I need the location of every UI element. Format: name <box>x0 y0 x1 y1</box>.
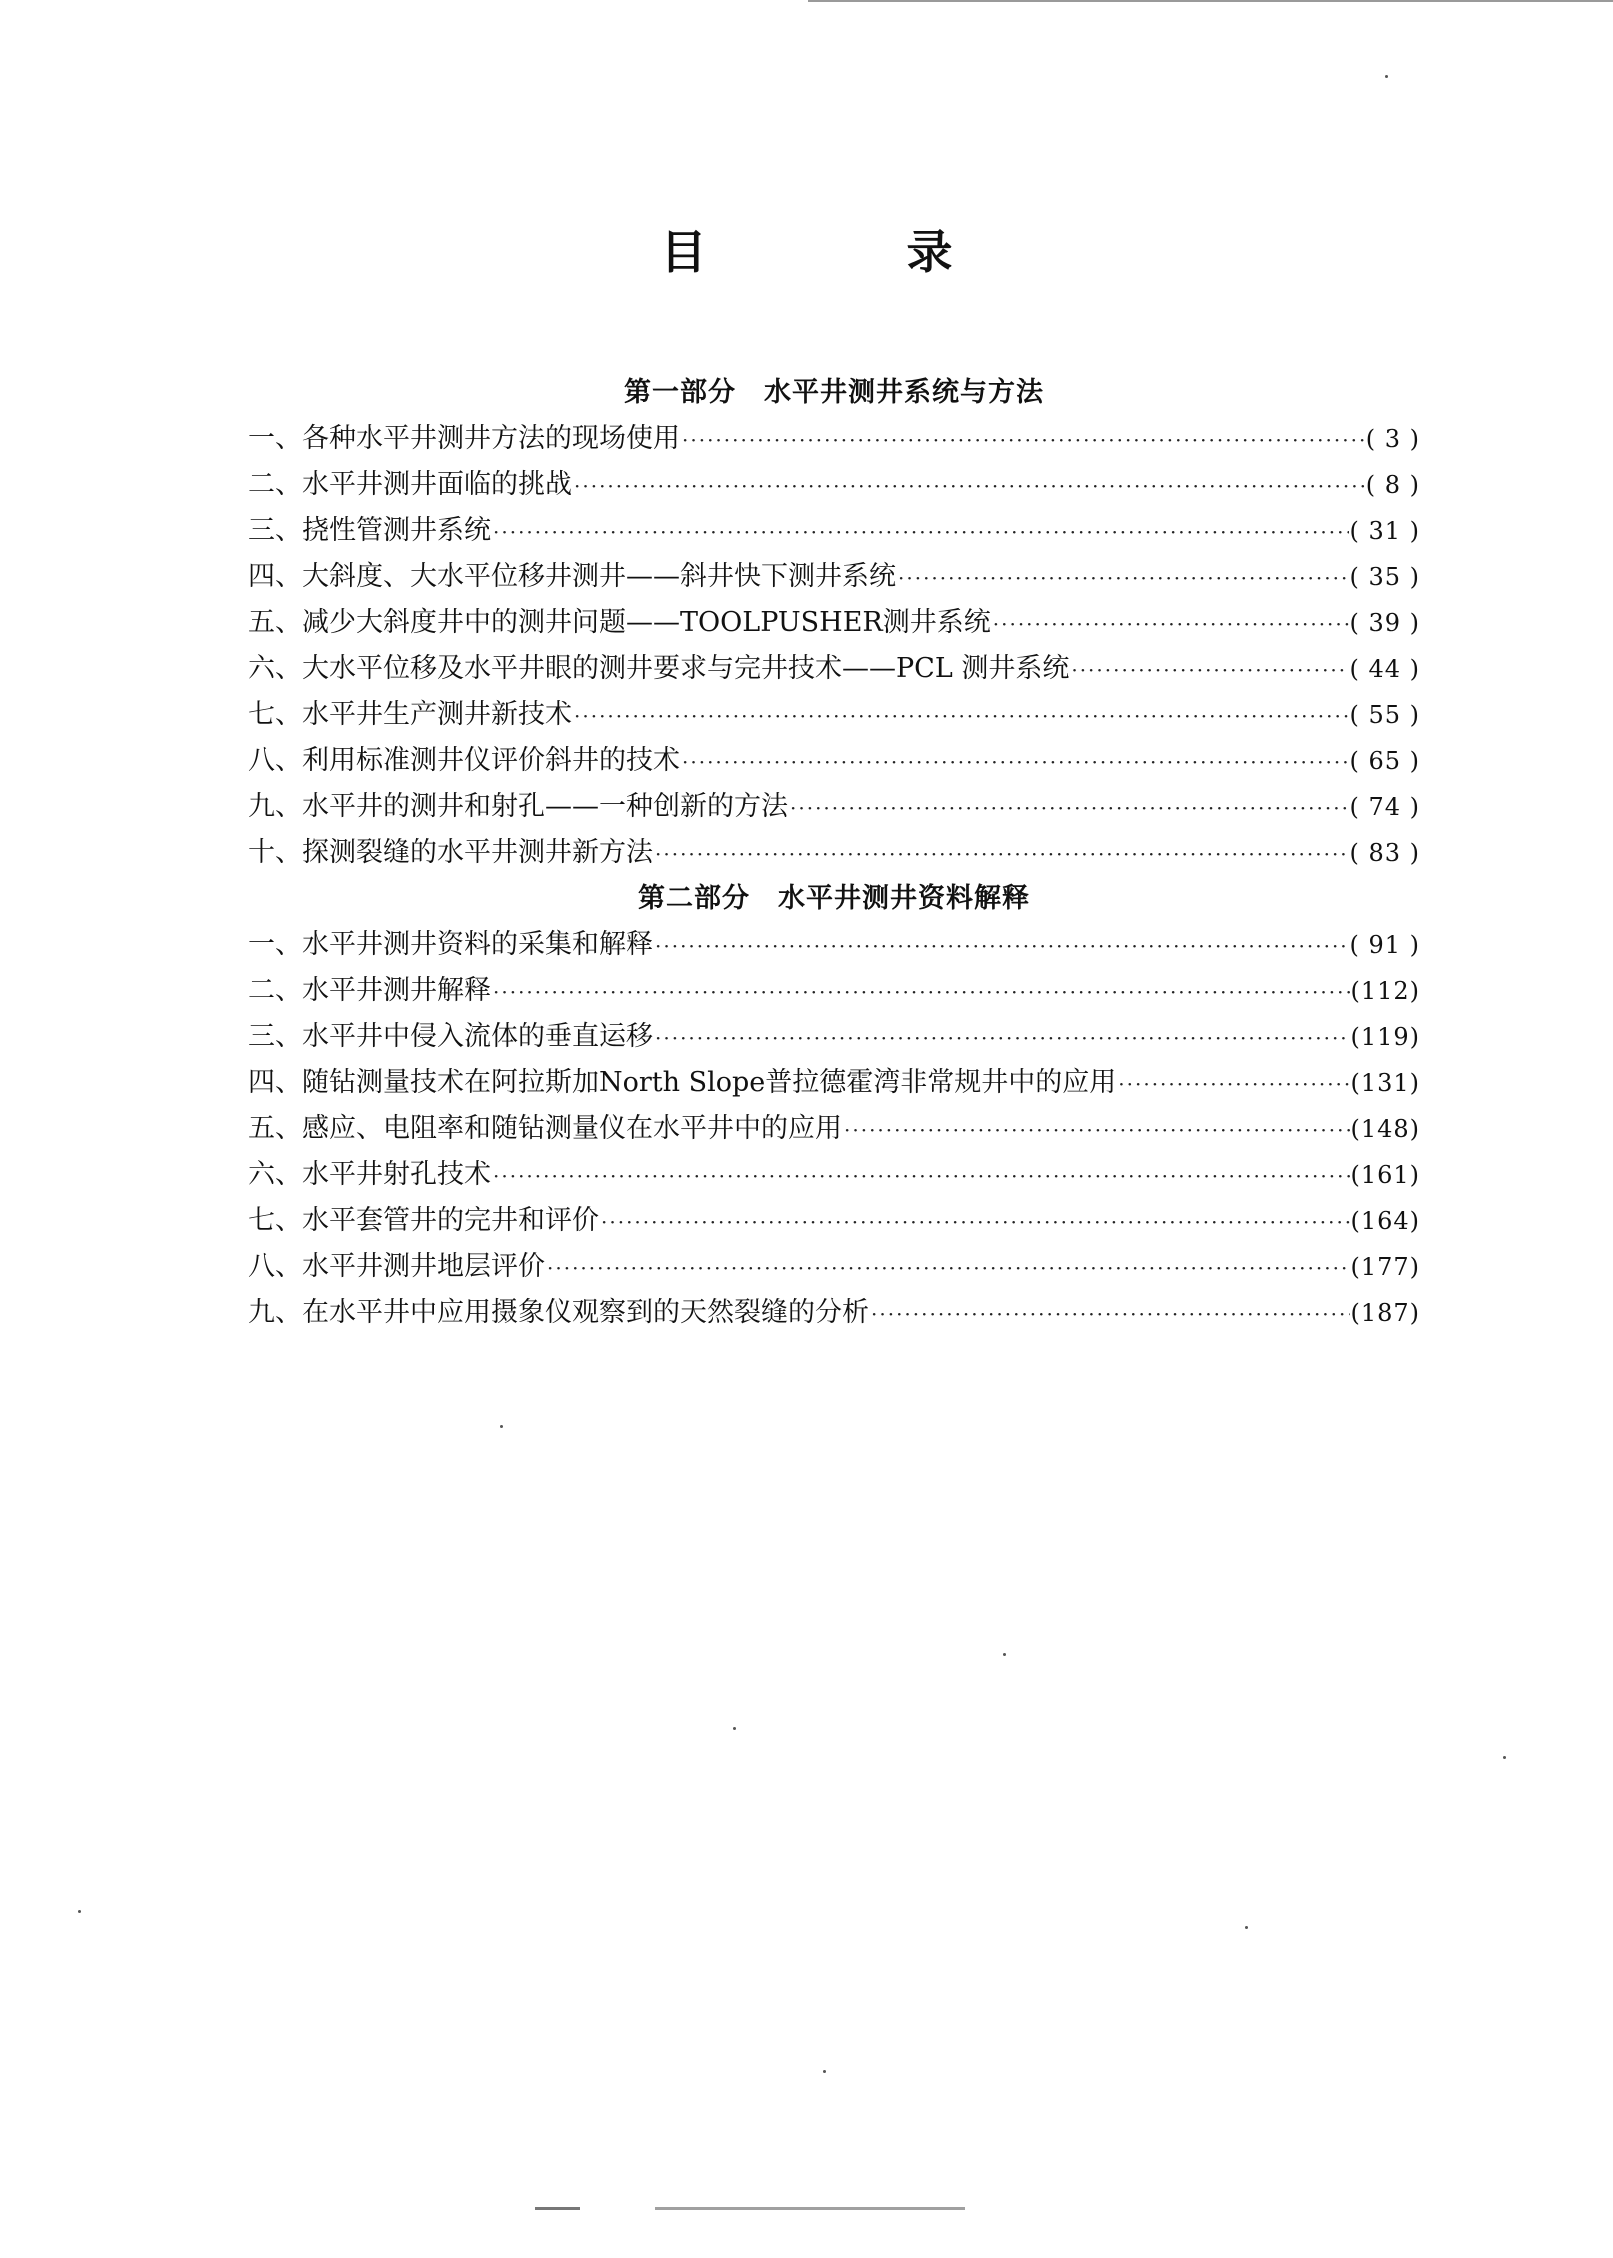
toc-entry-title: 一、水平井测井资料的采集和解释 <box>248 929 653 960</box>
dot-leader <box>572 693 1349 739</box>
toc-entry-page: ( 44 ) <box>1349 655 1420 683</box>
scan-smudge <box>655 2207 965 2210</box>
toc-entry-page: ( 8 ) <box>1365 471 1420 499</box>
toc-entry-page: (187) <box>1350 1299 1420 1327</box>
toc-entry <box>248 738 1420 784</box>
scan-smudge <box>535 2207 580 2210</box>
toc-entry <box>248 692 1420 738</box>
toc-entry-title: 四、大斜度、大水平位移井测井——斜井快下测井系统 <box>248 561 896 592</box>
dot-leader <box>680 739 1349 785</box>
toc-entry <box>248 968 1420 1014</box>
toc-entry-page: (164) <box>1350 1207 1420 1235</box>
toc-entry-title: 四、随钻测量技术在阿拉斯加North Slope普拉德霍湾非常规井中的应用 <box>248 1067 1117 1098</box>
dot-leader <box>1116 1061 1350 1107</box>
toc-entry-title: 一、各种水平井测井方法的现场使用 <box>248 423 680 454</box>
dot-leader <box>599 1199 1350 1245</box>
dot-leader <box>653 831 1349 877</box>
toc-entry <box>248 922 1420 968</box>
dot-leader <box>788 785 1349 831</box>
toc-entry <box>248 462 1420 508</box>
dot-leader <box>491 509 1349 555</box>
toc-entry-page: (177) <box>1350 1253 1420 1281</box>
toc-entry-page: ( 39 ) <box>1349 609 1420 637</box>
toc-entry-title: 七、水平井生产测井新技术 <box>248 699 572 730</box>
scan-speck <box>1245 1926 1248 1929</box>
toc-entry <box>248 416 1420 462</box>
toc-entry-page: (131) <box>1350 1069 1420 1097</box>
toc-entry <box>248 1198 1420 1244</box>
toc-entry-page: ( 91 ) <box>1349 931 1420 959</box>
dot-leader <box>896 555 1349 601</box>
toc-entry <box>248 830 1420 876</box>
scan-speck <box>500 1425 503 1428</box>
toc-entry <box>248 600 1420 646</box>
toc-entry <box>248 1244 1420 1290</box>
toc-entry-title: 十、探测裂缝的水平井测井新方法 <box>248 837 653 868</box>
scan-speck <box>733 1727 736 1730</box>
scan-speck <box>1003 1653 1006 1656</box>
toc-entry <box>248 1106 1420 1152</box>
dot-leader <box>572 463 1366 509</box>
toc-entry <box>248 508 1420 554</box>
toc-entry <box>248 1014 1420 1060</box>
dot-leader <box>1069 647 1349 693</box>
dot-leader <box>680 417 1366 463</box>
toc-entry-title: 二、水平井测井解释 <box>248 975 491 1006</box>
dot-leader <box>842 1107 1350 1153</box>
part-1-heading: 第一部分 水平井测井系统与方法 <box>624 377 1044 408</box>
toc-entry-title: 五、感应、电阻率和随钻测量仪在水平井中的应用 <box>248 1113 842 1144</box>
toc-entry-page: ( 65 ) <box>1349 747 1420 775</box>
toc-entry-title: 八、利用标准测井仪评价斜井的技术 <box>248 745 680 776</box>
dot-leader <box>545 1245 1350 1291</box>
dot-leader <box>653 923 1349 969</box>
toc-entry <box>248 1152 1420 1198</box>
dot-leader <box>491 969 1350 1015</box>
toc-entry-page: (112) <box>1350 977 1420 1005</box>
toc-entry-page: ( 55 ) <box>1349 701 1420 729</box>
toc-entry-page: ( 83 ) <box>1349 839 1420 867</box>
part-2-heading: 第二部分 水平井测井资料解释 <box>638 883 1030 914</box>
toc-entry <box>248 784 1420 830</box>
toc-entry-title: 三、水平井中侵入流体的垂直运移 <box>248 1021 653 1052</box>
dot-leader <box>991 601 1350 647</box>
toc-entry-page: ( 74 ) <box>1349 793 1420 821</box>
table-of-contents <box>248 370 1420 1336</box>
scan-speck <box>78 1910 81 1913</box>
toc-entry-title: 九、在水平井中应用摄象仪观察到的天然裂缝的分析 <box>248 1297 869 1328</box>
toc-entry-title: 三、挠性管测井系统 <box>248 515 491 546</box>
toc-entry <box>248 646 1420 692</box>
toc-entry <box>248 1060 1420 1106</box>
scan-speck <box>823 2070 826 2073</box>
dot-leader <box>491 1153 1350 1199</box>
toc-entry-title: 六、水平井射孔技术 <box>248 1159 491 1190</box>
toc-entry-title: 五、减少大斜度井中的测井问题——TOOLPUSHER测井系统 <box>248 607 991 638</box>
toc-entry-title: 八、水平井测井地层评价 <box>248 1251 545 1282</box>
page-title: 目 录 <box>660 225 1045 279</box>
toc-entry-title: 九、水平井的测井和射孔——一种创新的方法 <box>248 791 788 822</box>
toc-entry-page: ( 35 ) <box>1349 563 1420 591</box>
toc-entry-page: (119) <box>1350 1023 1420 1051</box>
toc-entry <box>248 1290 1420 1336</box>
toc-entry-title: 六、大水平位移及水平井眼的测井要求与完井技术——PCL 测井系统 <box>248 653 1070 684</box>
dot-leader <box>869 1291 1350 1337</box>
toc-entry-page: (148) <box>1350 1115 1420 1143</box>
toc-entry-title: 七、水平套管井的完井和评价 <box>248 1205 599 1236</box>
dot-leader <box>653 1015 1350 1061</box>
toc-entry-title: 二、水平井测井面临的挑战 <box>248 469 572 500</box>
toc-entry-page: ( 3 ) <box>1365 425 1420 453</box>
toc-entry <box>248 554 1420 600</box>
scan-speck <box>1385 75 1388 78</box>
toc-entry-page: ( 31 ) <box>1349 517 1420 545</box>
top-edge-rule <box>808 0 1613 2</box>
toc-entry-page: (161) <box>1350 1161 1420 1189</box>
scan-speck <box>1503 1756 1506 1759</box>
